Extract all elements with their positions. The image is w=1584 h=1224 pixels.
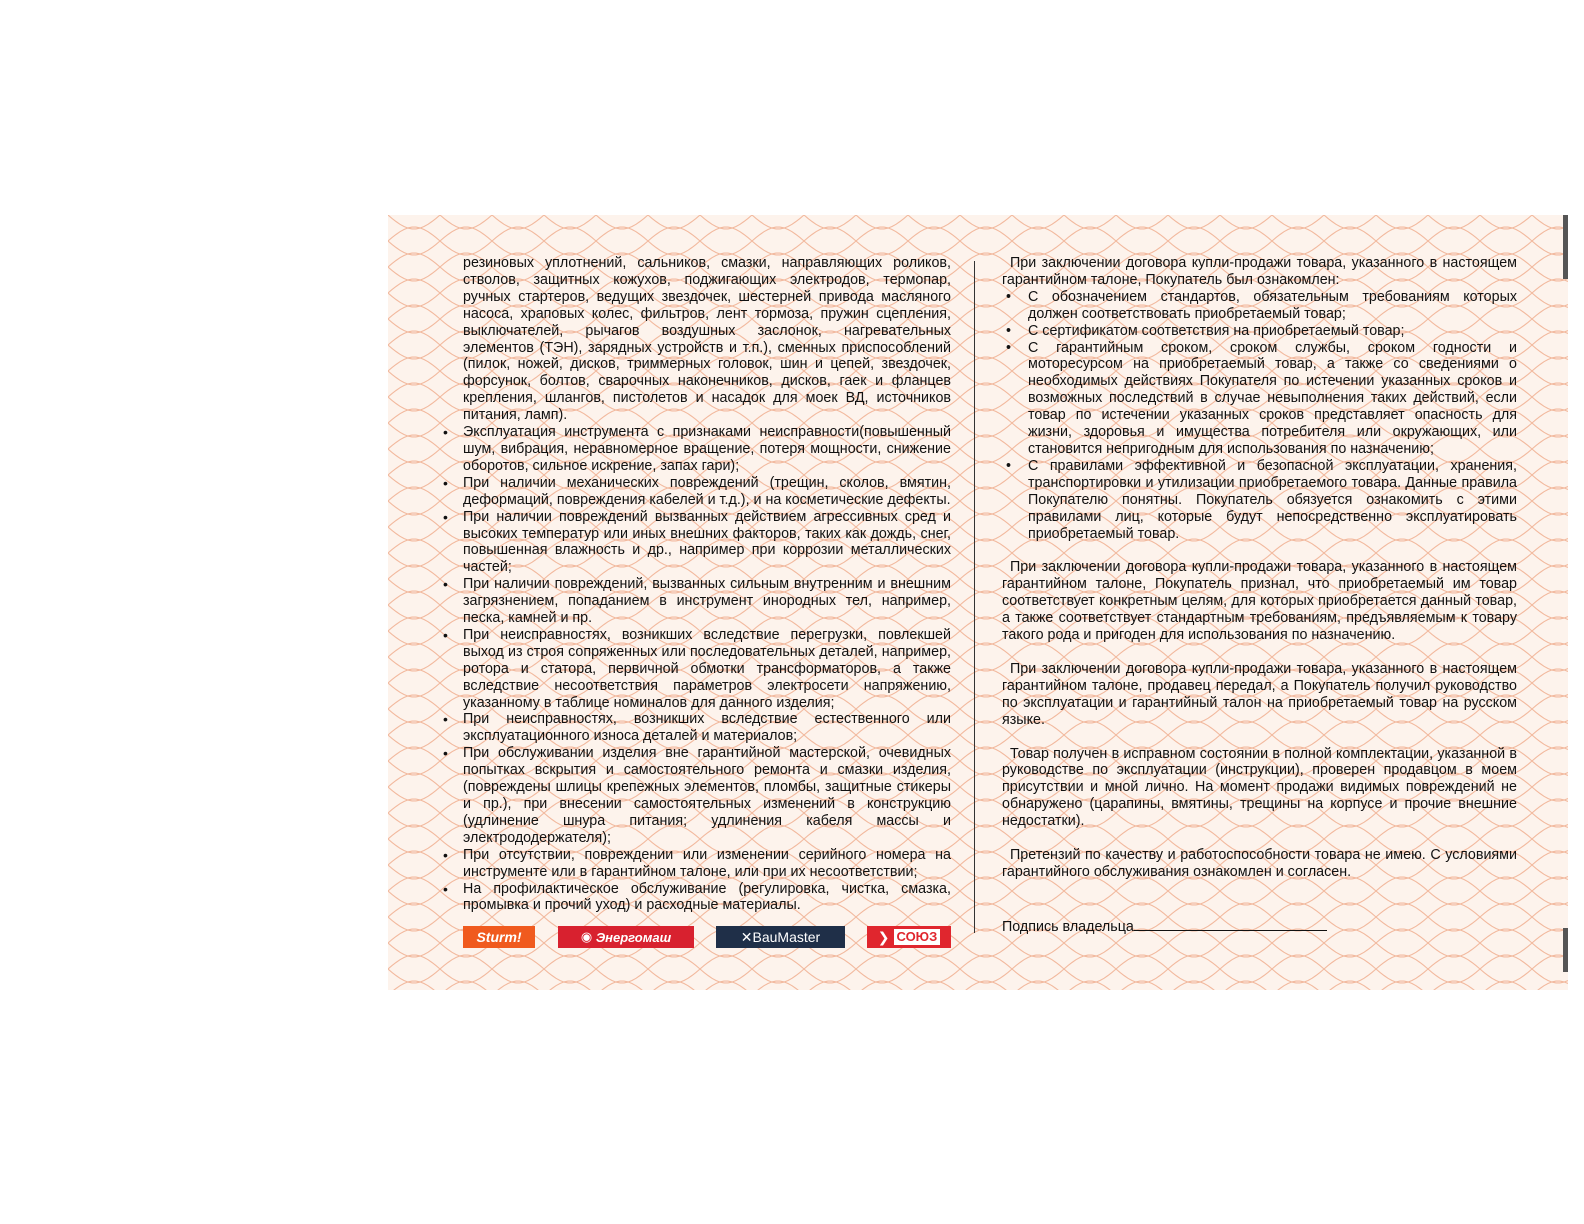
left-column <box>443 255 951 914</box>
buyer-informed-list <box>1002 289 1517 543</box>
column-divider <box>974 261 975 933</box>
brand-logos <box>463 926 953 948</box>
exclusion-item: • При наличии повреждений вызванных действием агрессивных сред и высоких температур или иных внешних факторов, таких как дождь, снег, повышенная влажность и др., например при коррозии металлических частей; <box>463 509 951 577</box>
left-lead-paragraph: резиновых уплотнений, сальников, смазки, направляющих роликов, стволов, защитных кожухов, поджигающих электродов, термопар, ручных стартеров, ведущих звездочек, шестерней привода масляного насоса, храповых колес, фильтров, лент тормоза, пружин сцепления, выключателей, рычагов воздушных заслонок, нагревательных элементов (ТЭН), зарядных устройств и т.п.), сменных приспособлений (пилок, ножей, дисков, триммерных головок, шин и цепей, звездочек, форсунок, болтов, сварочных наконечников, дисков, гаек и фланцев крепления, шлангов, пистолетов и насадок для моек ВД, источников питания, ламп). <box>463 255 951 424</box>
warranty-sheet <box>388 215 1568 990</box>
guilloche-wave-line <box>388 227 1568 255</box>
buyer-informed-item: • С гарантийным сроком, сроком службы, сроком годности и моторесурсом на приобретаемый товар, а также со сведениями о необходимых действиях Покупателя по истечении указанных сроков и возможных последствий в случае невыполнения таких действий, если товар по истечении указанных сроков представляет опасность для жизни, здоровья и имущества потребителя или окружающих, или становится непригодным для использования по назначению; <box>1028 340 1517 458</box>
spacer <box>1002 644 1517 661</box>
spacer <box>1002 729 1517 746</box>
guilloche-wave-line <box>388 215 1568 229</box>
spacer <box>1002 830 1517 847</box>
manual-paragraph: При заключении договора купли-продажи товара, указанного в настоящем гарантийном талоне, продавец передал, а Покупатель получил руководство по эксплуатации и гарантийный талон на приобретаемый товар на русском языке. <box>1002 660 1517 728</box>
page-edge-mark <box>1563 215 1568 279</box>
exclusion-item: • При неисправностях, возникших вследствие естественного или эксплуатационного износа деталей и материалов; <box>463 711 951 745</box>
page-edge-mark <box>1563 928 1568 972</box>
sturm-logo <box>463 926 535 948</box>
exclusion-item: • При наличии повреждений, вызванных сильным внутренним и внешним загрязнением, попаданием в инструмент инородных тел, например, песка, камней и пр. <box>463 576 951 627</box>
soyuz-logo-icon: ❯ <box>877 928 890 945</box>
guilloche-wave-line <box>388 955 1568 983</box>
buyer-informed-item: • С обозначением стандартов, обязательным требованиям которых должен соответствовать приобретаемый товар; <box>1028 289 1517 323</box>
buyer-informed-item: • С сертификатом соответствия на приобретаемый товар; <box>1028 323 1517 340</box>
buyer-informed-intro: При заключении договора купли-продажи товара, указанного в настоящем гарантийном талоне, Покупатель был ознакомлен: <box>1002 255 1517 288</box>
guilloche-wave-line <box>388 227 1568 255</box>
exclusion-item: • Эксплуатация инструмента с признаками неисправности(повышенный шум, вибрация, неравномерное вращение, потеря мощности, снижение оборотов, сильное искрение, запах гари); <box>463 424 951 475</box>
exclusion-list <box>443 424 951 914</box>
exclusion-item: • При неисправностях, возникших вследствие перегрузки, повлекшей выход из строя сопряженных или последовательных деталей, например, ротора и статора, первичной обмотки трансформаторов, а также вследствие несоответствия параметров электросети напряжению, указанному в таблице номиналов для данного изделия; <box>463 627 951 712</box>
signature-line[interactable] <box>1134 918 1327 931</box>
buyer-informed-item: • С правилами эффективной и безопасной эксплуатации, хранения, транспортировки и утилизации приобретаемого товара. Данные правила Покупателю понятны. Покупатель обязуется ознакомить с этими правилами лиц, которые будут непосредственно эксплуатировать приобретаемый товар. <box>1028 458 1517 543</box>
condition-paragraph: Товар получен в исправном состоянии в полной комплектации, указанной в руководстве по эксплуатации (инструкции), проверен продавцом в моем присутствии и мной лично. На момент продажи видимых повреждений не обнаружено (царапины, вмятины, трещины на корпусе и прочие внешние недостатки). <box>1002 745 1517 830</box>
owner-signature <box>1002 918 1327 935</box>
baumaster-logo <box>716 926 845 948</box>
energomash-logo-icon: ◉ <box>580 929 596 944</box>
guilloche-wave-line <box>388 955 1568 983</box>
signature-label: Подпись владельца <box>1002 919 1134 935</box>
sturm-logo-text: Sturm! <box>476 929 522 945</box>
exclusion-item: • При наличии механических повреждений (трещин, сколов, вмятин, деформаций, повреждения кабелей и т.д.), и на косметические дефекты. <box>463 475 951 509</box>
energomash-logo <box>558 926 694 948</box>
exclusion-item: • На профилактическое обслуживание (регулировка, чистка, смазка, промывка и прочий уход) и расходные материалы. <box>463 881 951 915</box>
exclusion-item: • При отсутствии, повреждении или изменении серийного номера на инструменте или в гарантийном талоне, или при их несоответствии; <box>463 847 951 881</box>
claims-paragraph: Претензий по качеству и работоспособности товара не имею. С условиями гарантийного обслуживания ознакомлен и согласен. <box>1002 847 1517 880</box>
energomash-logo-text: Энергомаш <box>595 929 672 945</box>
exclusion-item: • При обслуживании изделия вне гарантийной мастерской, очевидных попытках вскрытия и самостоятельного ремонта и смазки изделия,(повреждены шлицы крепежных элементов, пломбы, защитные стикеры и пр.), при внесении самостоятельных изменений в конструкцию (удлинение шнура питания; удлинения кабеля массы и электрододержателя); <box>463 745 951 846</box>
soyuz-logo <box>867 926 951 948</box>
baumaster-logo-text: BauMaster <box>752 929 821 945</box>
right-column <box>1002 255 1517 881</box>
soyuz-logo-text: СОЮЗ <box>894 929 941 945</box>
baumaster-logo-icon: ✕ <box>740 928 753 945</box>
spacer <box>1002 542 1517 559</box>
conformity-paragraph: При заключении договора купли-продажи товара, указанного в настоящем гарантийном талоне, Покупатель признал, что приобретаемый им товар соответствует конкретным целям, для которых приобретается данный товар, а также соответствует стандартным требованиям, предъявляемым к товару такого рода и пригоден для использования по назначению. <box>1002 559 1517 644</box>
